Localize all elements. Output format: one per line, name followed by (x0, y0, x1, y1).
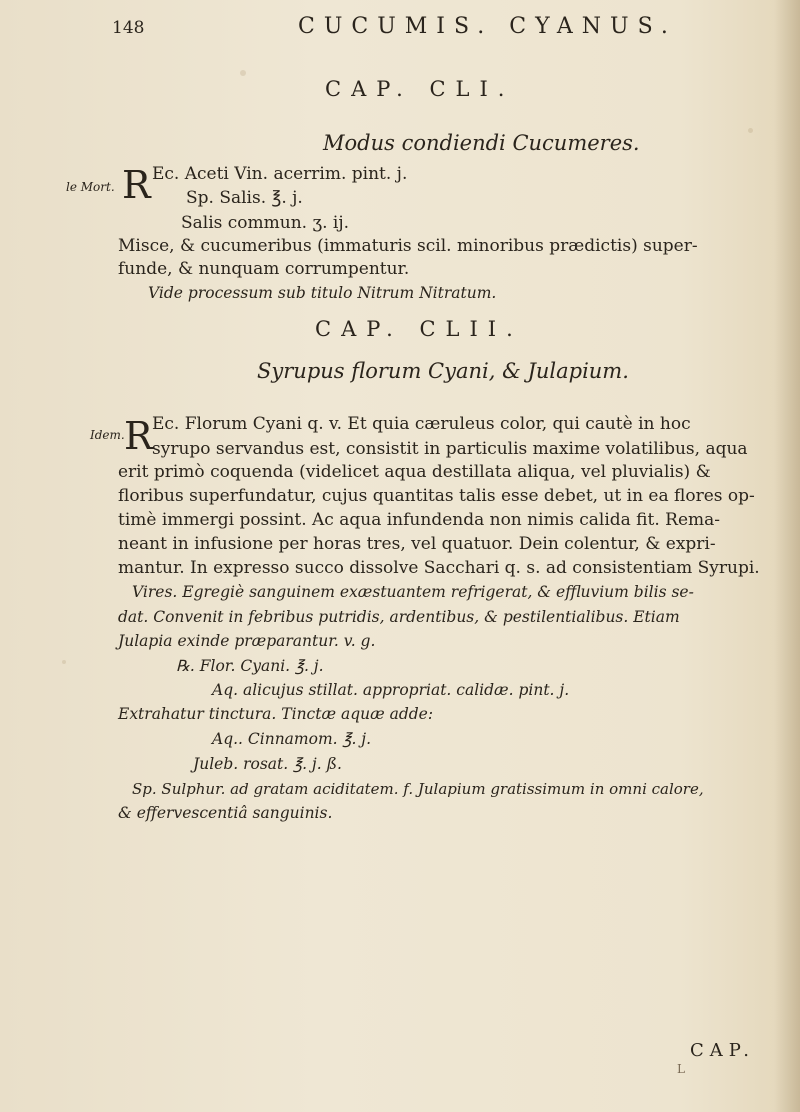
stray-mark: L (677, 1062, 685, 1076)
chapter-title: Modus condiendi Cucumeres. (323, 131, 640, 155)
catchword: CAP. (690, 1040, 755, 1061)
text-line: Misce, & cucumeribus (immaturis scil. minoribus prædictis) super- (118, 236, 698, 256)
text-line: neant in infusione per horas tres, vel quatuor. Dein colentur, & expri- (118, 534, 716, 554)
paper-stain (240, 70, 246, 76)
drop-cap: R (124, 414, 153, 458)
text-line: Ec. Aceti Vin. acerrim. pint. j. (152, 164, 408, 184)
text-line: Vide processum sub titulo Nitrum Nitratum. (148, 284, 497, 302)
margin-note: Idem. (90, 428, 125, 442)
text-line: Julapia exinde præparantur. v. g. (118, 632, 376, 650)
running-title: CUCUMIS. CYANUS. (298, 14, 677, 39)
text-line: Ec. Florum Cyani q. v. Et quia cæruleus color, qui cautè in hoc (152, 414, 691, 434)
text-line: syrupo servandus est, consistit in particulis maxime volatilibus, aqua (152, 439, 748, 459)
text-line: erit primò coquenda (videlicet aqua destillata aliqua, vel pluvialis) & (118, 462, 711, 482)
paper-stain (748, 128, 753, 133)
text-line: Aq. alicujus stillat. appropriat. calidæ. pint. j. (212, 681, 570, 699)
text-line: Juleb. rosat. ℥. j. ß. (193, 755, 342, 773)
text-line: Vires. Egregiè sanguinem exæstuantem refrigerat, & effluvium bilis se- (132, 583, 694, 601)
chapter-title: Syrupus florum Cyani, & Julapium. (257, 359, 629, 383)
text-line: timè immergi possint. Ac aqua infundenda non nimis calida fit. Rema- (118, 510, 721, 530)
page-number: 148 (112, 18, 145, 38)
text-line: ℞. Flor. Cyani. ℥. j. (176, 657, 324, 675)
page-edge-shadow (774, 0, 800, 1112)
text-line: Extrahatur tinctura. Tinctæ aquæ adde: (118, 705, 434, 723)
text-line: dat. Convenit in febribus putridis, ardentibus, & pestilentialibus. Etiam (118, 608, 680, 626)
text-line: funde, & nunquam corrumpentur. (118, 259, 410, 279)
text-line: Sp. Salis. ℥. j. (186, 188, 303, 208)
text-line: Sp. Sulphur. ad gratam aciditatem. f. Julapium gratissimum in omni calore, (132, 780, 704, 798)
paper-stain (62, 660, 66, 664)
drop-cap: R (122, 163, 151, 207)
text-line: mantur. In expresso succo dissolve Sacchari q. s. ad consistentiam Syrupi. (118, 558, 760, 578)
chapter-heading: CAP. CLI. (325, 77, 515, 101)
margin-note: le Mort. (66, 180, 115, 194)
text-line: floribus superfundatur, cujus quantitas talis esse debet, ut in ea flores op- (118, 486, 755, 506)
text-line: Salis commun. ʒ. ij. (181, 213, 349, 233)
text-line: Aq.. Cinnamom. ℥. j. (212, 730, 372, 748)
text-line: & effervescentiâ sanguinis. (118, 804, 333, 822)
chapter-heading: CAP. CLII. (315, 317, 523, 341)
